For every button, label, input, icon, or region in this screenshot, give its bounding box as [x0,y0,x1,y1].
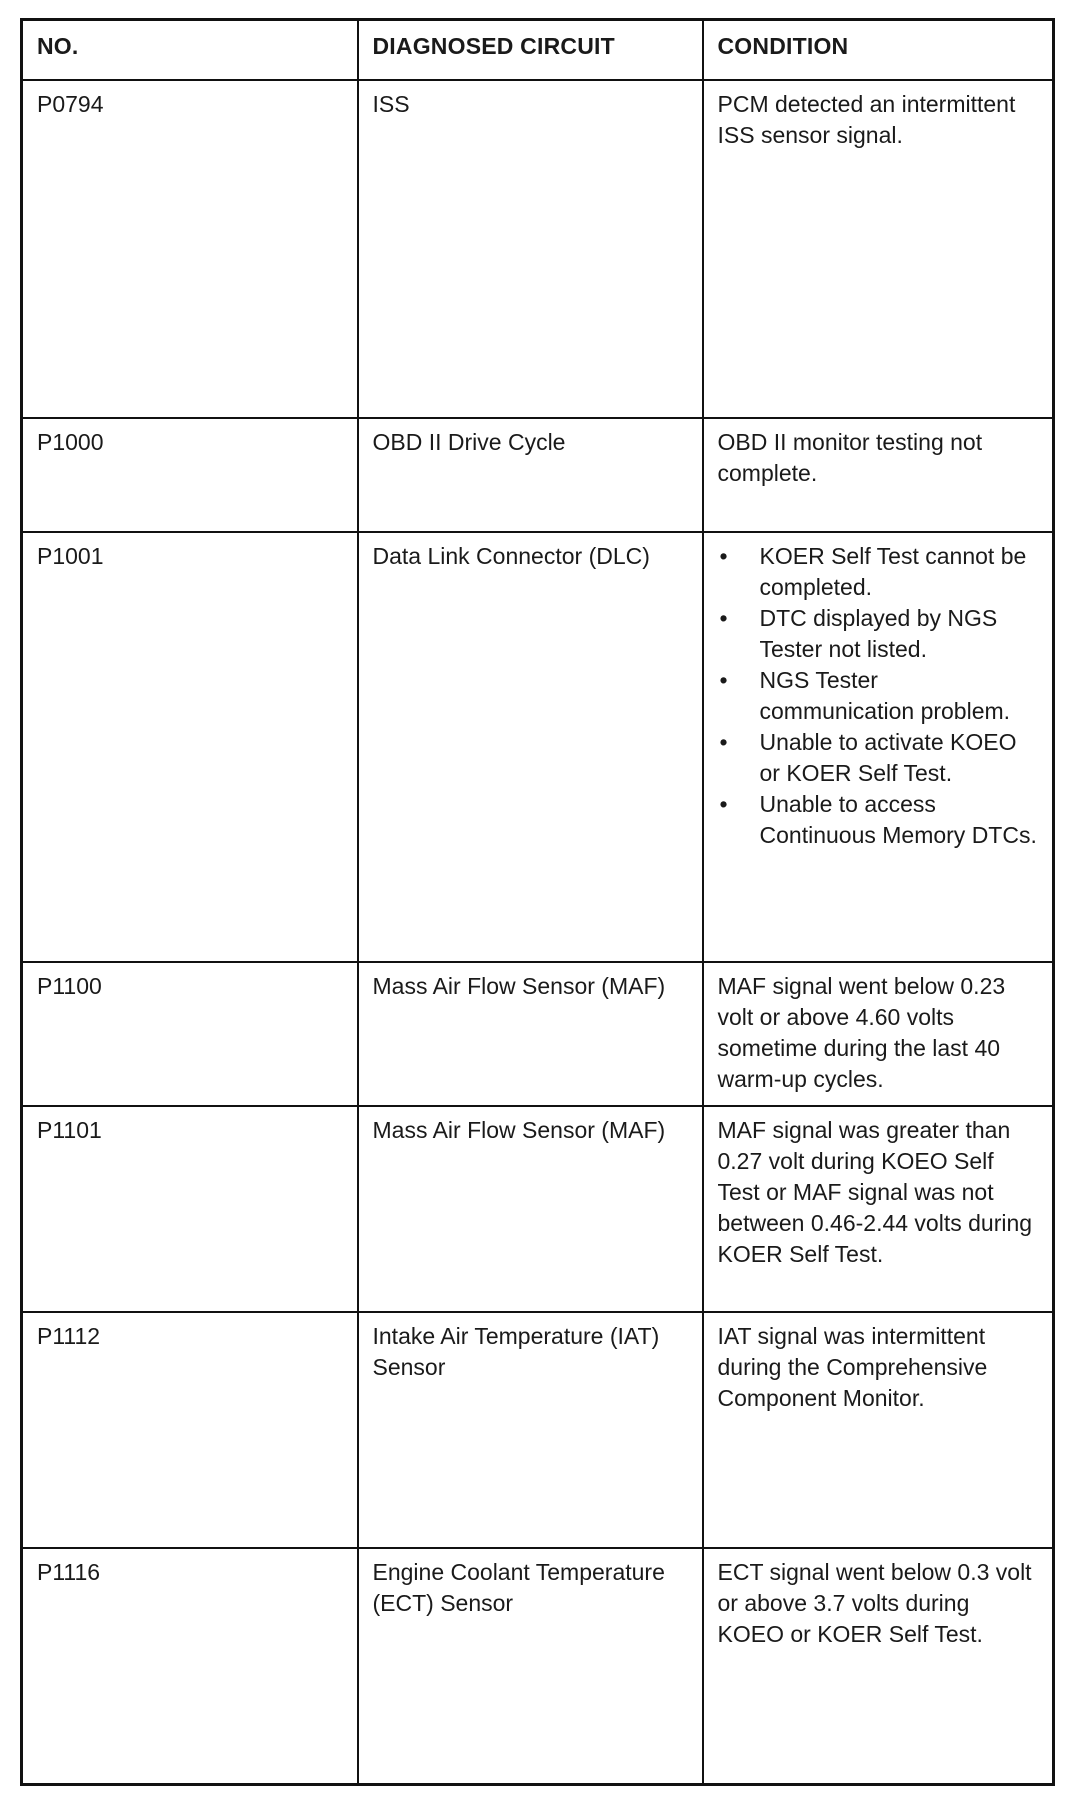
table-row [22,1106,1054,1312]
cell-circuit: Data Link Connector (DLC) [358,532,703,962]
condition-bullet-list [718,541,1039,851]
cell-no: P1000 [22,418,358,532]
cell-condition: PCM detected an intermittent ISS sensor signal. [703,80,1054,418]
cell-circuit: Mass Air Flow Sensor (MAF) [358,962,703,1106]
cell-no: P1116 [22,1548,358,1784]
cell-condition: MAF signal was greater than 0.27 volt during KOEO Self Test or MAF signal was not between 0.46-2.44 volts during KOER Self Test. [703,1106,1054,1312]
header-no: NO. [22,20,358,81]
table-row [22,1548,1054,1784]
cell-condition: IAT signal was intermittent during the Comprehensive Component Monitor. [703,1312,1054,1548]
cell-condition: OBD II monitor testing not complete. [703,418,1054,532]
condition-bullet: • Unable to activate KOEO or KOER Self Test. [718,727,1039,789]
cell-condition: ECT signal went below 0.3 volt or above 3.7 volts during KOEO or KOER Self Test. [703,1548,1054,1784]
cell-condition: MAF signal went below 0.23 volt or above 4.60 volts sometime during the last 40 warm-up cycles. [703,962,1054,1106]
cell-no: P1101 [22,1106,358,1312]
cell-circuit: Engine Coolant Temperature (ECT) Sensor [358,1548,703,1784]
cell-condition [703,532,1054,962]
table-row [22,80,1054,418]
table-row [22,532,1054,962]
cell-no: P1112 [22,1312,358,1548]
table-row [22,962,1054,1106]
dtc-table [20,18,1055,1786]
condition-bullet: • DTC displayed by NGS Tester not listed. [718,603,1039,665]
cell-no: P0794 [22,80,358,418]
header-diagnosed-circuit: DIAGNOSED CIRCUIT [358,20,703,81]
cell-circuit: Intake Air Temperature (IAT) Sensor [358,1312,703,1548]
header-condition: CONDITION [703,20,1054,81]
table-row [22,418,1054,532]
cell-no: P1100 [22,962,358,1106]
condition-bullet: • Unable to access Continuous Memory DTCs. [718,789,1039,851]
cell-no: P1001 [22,532,358,962]
condition-bullet: • KOER Self Test cannot be completed. [718,541,1039,603]
cell-circuit: Mass Air Flow Sensor (MAF) [358,1106,703,1312]
header-row [22,20,1054,81]
cell-circuit: OBD II Drive Cycle [358,418,703,532]
cell-circuit: ISS [358,80,703,418]
condition-bullet: • NGS Tester communication problem. [718,665,1039,727]
table-row [22,1312,1054,1548]
